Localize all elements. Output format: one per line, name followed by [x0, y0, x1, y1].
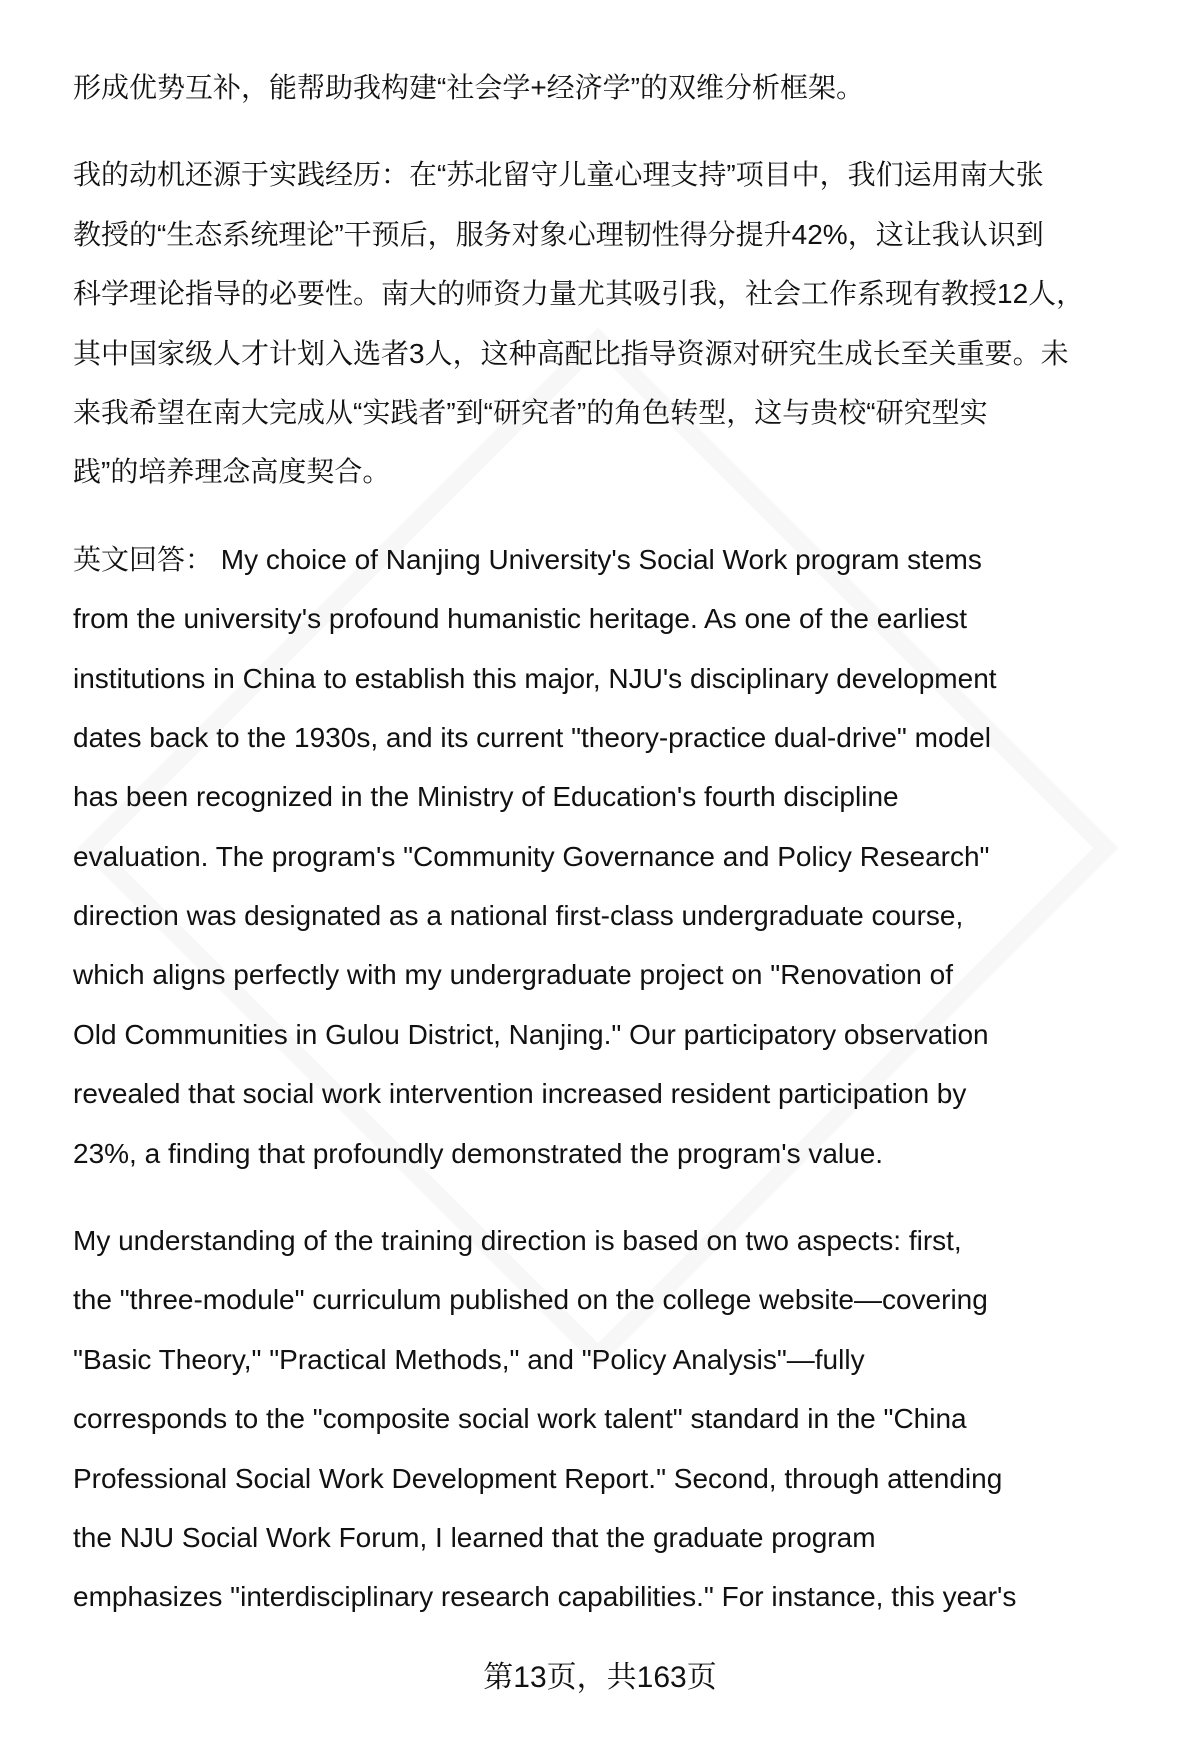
text-line: 形成优势互补，能帮助我构建“社会学+经济学”的双维分析框架。	[73, 72, 865, 103]
text-line: Professional Social Work Development Report." Second, through attending	[73, 1462, 1003, 1494]
text-line: the "three-module" curriculum published on the college website—covering	[73, 1284, 988, 1316]
text-line: evaluation. The program's "Community Governance and Policy Research"	[73, 840, 990, 872]
text-line: dates back to the 1930s, and its current "theory-practice dual-drive" model	[73, 721, 991, 753]
text-line: from the university's profound humanistic heritage. As one of the earliest	[73, 603, 968, 635]
text-line: "Basic Theory," "Practical Methods," and "Policy Analysis"—fully	[73, 1343, 865, 1375]
text-line: 23%, a finding that profoundly demonstrated the program's value.	[73, 1137, 884, 1169]
text-line: 英文回答： My choice of Nanjing University's Social Work program stems	[73, 543, 982, 575]
text-line: 其中国家级人才计划入选者3人，这种高配比指导资源对研究生成长至关重要。未	[73, 337, 1069, 369]
text-line: 践”的培养理念高度契合。	[73, 456, 391, 488]
text-line: 科学理论指导的必要性。南大的师资力量尤其吸引我，社会工作系现有教授12人，	[73, 278, 1085, 310]
paragraph	[73, 530, 1153, 1183]
document-body	[73, 58, 1153, 1655]
text-line: My understanding of the training direction is based on two aspects: first,	[73, 1225, 962, 1257]
text-line: 我的动机还源于实践经历：在“苏北留守儿童心理支持”项目中，我们运用南大张	[73, 159, 1044, 191]
paragraph	[73, 1211, 1153, 1627]
text-line: emphasizes "interdisciplinary research capabilities." For instance, this year's	[73, 1581, 1017, 1613]
text-line: institutions in China to establish this major, NJU's disciplinary development	[73, 662, 997, 694]
paragraph	[73, 145, 1153, 501]
text-line: 来我希望在南大完成从“实践者”到“研究者”的角色转型，这与贵校“研究型实	[73, 396, 988, 428]
text-line: has been recognized in the Ministry of Education's fourth discipline	[73, 781, 899, 813]
page-number: 第13页，共163页	[483, 1661, 717, 1694]
text-line: corresponds to the "composite social work talent" standard in the "China	[73, 1403, 967, 1435]
text-line: 教授的“生态系统理论”干预后，服务对象心理韧性得分提升42%，这让我认识到	[73, 218, 1044, 250]
text-line: direction was designated as a national first-class undergraduate course,	[73, 900, 964, 932]
text-line: the NJU Social Work Forum, I learned that the graduate program	[73, 1521, 876, 1553]
text-line: Old Communities in Gulou District, Nanjing." Our participatory observation	[73, 1018, 989, 1050]
paragraph	[73, 58, 1153, 117]
text-line: which aligns perfectly with my undergraduate project on "Renovation of	[73, 959, 953, 991]
text-line: revealed that social work intervention increased resident participation by	[73, 1078, 967, 1110]
